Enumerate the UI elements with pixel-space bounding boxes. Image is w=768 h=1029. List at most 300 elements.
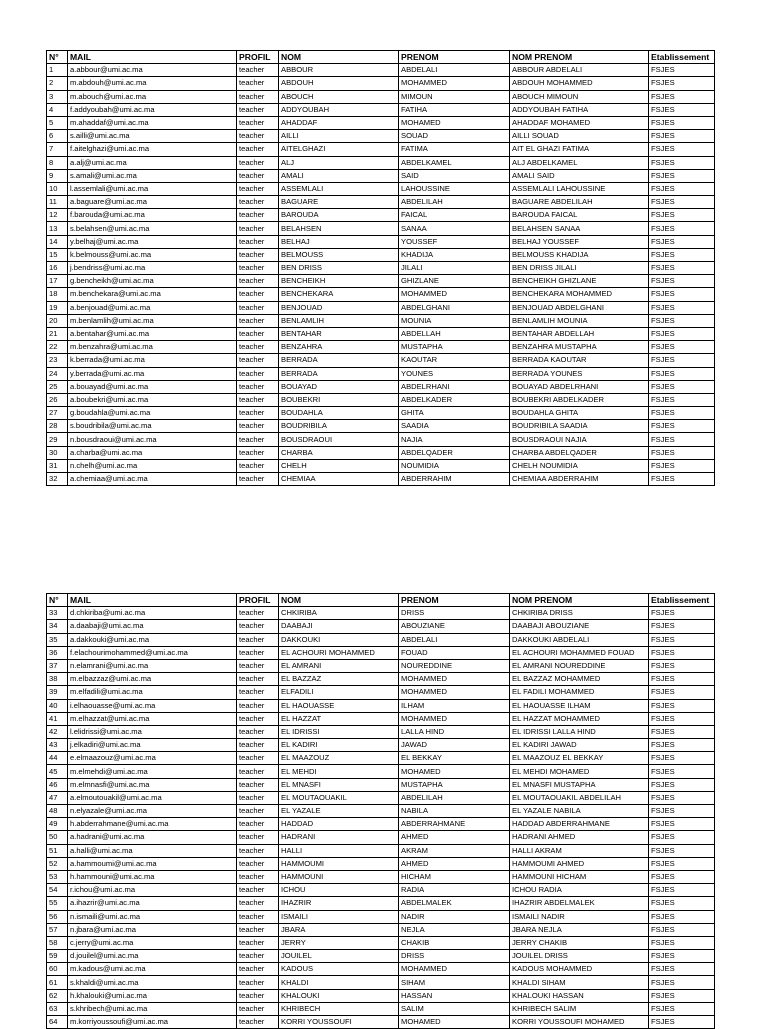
cell-etablissement: FSJES: [649, 354, 715, 367]
cell-nom-prenom: EL AMRANI NOUREDDINE: [510, 659, 649, 672]
cell-row-number: 34: [47, 620, 68, 633]
cell-nom-prenom: EL MNASFI MUSTAPHA: [510, 778, 649, 791]
cell-nom-prenom: CHARBA ABDELQADER: [510, 446, 649, 459]
cell-nom: EL KADIRI: [279, 739, 399, 752]
cell-mail: m.abouch@umi.ac.ma: [68, 90, 237, 103]
header-nom-prenom: NOM PRENOM: [510, 594, 649, 607]
cell-nom: ABDOUH: [279, 77, 399, 90]
cell-profil: teacher: [237, 262, 279, 275]
cell-row-number: 18: [47, 288, 68, 301]
cell-nom-prenom: ABOUCH MIMOUN: [510, 90, 649, 103]
cell-etablissement: FSJES: [649, 607, 715, 620]
cell-prenom: ABDELQADER: [399, 446, 510, 459]
cell-prenom: NAJIA: [399, 433, 510, 446]
cell-row-number: 58: [47, 936, 68, 949]
cell-nom-prenom: EL BAZZAZ MOHAMMED: [510, 673, 649, 686]
cell-nom-prenom: HALLI AKRAM: [510, 844, 649, 857]
cell-prenom: ABDELGHANI: [399, 301, 510, 314]
cell-nom: ABBOUR: [279, 64, 399, 77]
cell-nom: AHADDAF: [279, 116, 399, 129]
cell-row-number: 16: [47, 262, 68, 275]
cell-etablissement: FSJES: [649, 248, 715, 261]
cell-nom: BELHAJ: [279, 235, 399, 248]
cell-row-number: 10: [47, 182, 68, 195]
cell-nom-prenom: EL HAZZAT MOHAMMED: [510, 712, 649, 725]
cell-prenom: ABDELILAH: [399, 791, 510, 804]
cell-nom: CHEMIAA: [279, 473, 399, 486]
cell-profil: teacher: [237, 673, 279, 686]
cell-profil: teacher: [237, 765, 279, 778]
cell-nom: HAMMOUMI: [279, 857, 399, 870]
cell-nom: BENJOUAD: [279, 301, 399, 314]
cell-etablissement: FSJES: [649, 910, 715, 923]
cell-etablissement: FSJES: [649, 805, 715, 818]
table-row: [47, 446, 715, 459]
cell-mail: l.assemlali@umi.ac.ma: [68, 182, 237, 195]
cell-nom: EL HAZZAT: [279, 712, 399, 725]
cell-profil: teacher: [237, 354, 279, 367]
cell-prenom: ABDELKAMEL: [399, 156, 510, 169]
cell-nom: ABOUCH: [279, 90, 399, 103]
cell-nom: HADRANI: [279, 831, 399, 844]
cell-prenom: MOHAMMED: [399, 288, 510, 301]
cell-mail: s.amali@umi.ac.ma: [68, 169, 237, 182]
table-row: [47, 169, 715, 182]
cell-nom-prenom: DAKKOUKI ABDELALI: [510, 633, 649, 646]
cell-etablissement: FSJES: [649, 870, 715, 883]
cell-nom: CHKIRIBA: [279, 607, 399, 620]
cell-mail: c.jerry@umi.ac.ma: [68, 936, 237, 949]
cell-nom: ALJ: [279, 156, 399, 169]
cell-nom: BENCHEIKH: [279, 275, 399, 288]
table-row: [47, 923, 715, 936]
cell-row-number: 63: [47, 1002, 68, 1015]
cell-mail: a.alj@umi.ac.ma: [68, 156, 237, 169]
cell-row-number: 39: [47, 686, 68, 699]
table-row: [47, 936, 715, 949]
cell-nom: BOUBEKRI: [279, 393, 399, 406]
cell-profil: teacher: [237, 143, 279, 156]
cell-mail: s.boudribila@umi.ac.ma: [68, 420, 237, 433]
cell-row-number: 42: [47, 725, 68, 738]
cell-nom: JOUILEL: [279, 950, 399, 963]
cell-mail: m.elmnasfi@umi.ac.ma: [68, 778, 237, 791]
cell-prenom: NEJLA: [399, 923, 510, 936]
cell-prenom: YOUNES: [399, 367, 510, 380]
table-row: [47, 963, 715, 976]
cell-nom: BOUSDRAOUI: [279, 433, 399, 446]
cell-row-number: 43: [47, 739, 68, 752]
cell-row-number: 51: [47, 844, 68, 857]
header-profil: PROFIL: [237, 594, 279, 607]
cell-profil: teacher: [237, 169, 279, 182]
cell-etablissement: FSJES: [649, 686, 715, 699]
cell-etablissement: FSJES: [649, 659, 715, 672]
cell-nom-prenom: BENCHEIKH GHIZLANE: [510, 275, 649, 288]
cell-row-number: 4: [47, 103, 68, 116]
table-row: [47, 1002, 715, 1015]
cell-row-number: 21: [47, 327, 68, 340]
cell-profil: teacher: [237, 156, 279, 169]
cell-mail: a.dakkouki@umi.ac.ma: [68, 633, 237, 646]
cell-mail: j.elkadiri@umi.ac.ma: [68, 739, 237, 752]
cell-profil: teacher: [237, 805, 279, 818]
cell-profil: teacher: [237, 923, 279, 936]
cell-mail: y.berrada@umi.ac.ma: [68, 367, 237, 380]
table-row: [47, 262, 715, 275]
cell-nom-prenom: ABBOUR ABDELALI: [510, 64, 649, 77]
cell-etablissement: FSJES: [649, 1016, 715, 1029]
staff-table-page-1: [46, 50, 715, 486]
cell-mail: a.bouayad@umi.ac.ma: [68, 380, 237, 393]
cell-row-number: 37: [47, 659, 68, 672]
table-row: [47, 341, 715, 354]
cell-etablissement: FSJES: [649, 314, 715, 327]
cell-etablissement: FSJES: [649, 77, 715, 90]
table-row: [47, 248, 715, 261]
cell-profil: teacher: [237, 857, 279, 870]
cell-row-number: 14: [47, 235, 68, 248]
table-row: [47, 633, 715, 646]
cell-row-number: 49: [47, 818, 68, 831]
cell-nom: AILLI: [279, 130, 399, 143]
cell-profil: teacher: [237, 607, 279, 620]
cell-profil: teacher: [237, 64, 279, 77]
cell-row-number: 6: [47, 130, 68, 143]
cell-nom-prenom: ADDYOUBAH FATIHA: [510, 103, 649, 116]
cell-row-number: 31: [47, 459, 68, 472]
cell-profil: teacher: [237, 275, 279, 288]
cell-nom-prenom: BEN DRISS JILALI: [510, 262, 649, 275]
cell-profil: teacher: [237, 1016, 279, 1029]
cell-mail: a.charba@umi.ac.ma: [68, 446, 237, 459]
table-row: [47, 725, 715, 738]
cell-mail: a.chemiaa@umi.ac.ma: [68, 473, 237, 486]
cell-prenom: FATIMA: [399, 143, 510, 156]
cell-mail: m.benlamlih@umi.ac.ma: [68, 314, 237, 327]
cell-nom-prenom: ASSEMLALI LAHOUSSINE: [510, 182, 649, 195]
cell-mail: m.benzahra@umi.ac.ma: [68, 341, 237, 354]
cell-profil: teacher: [237, 446, 279, 459]
table-row: [47, 673, 715, 686]
cell-nom: BENLAMLIH: [279, 314, 399, 327]
cell-nom-prenom: HADDAD ABDERRAHMANE: [510, 818, 649, 831]
cell-etablissement: FSJES: [649, 936, 715, 949]
cell-etablissement: FSJES: [649, 196, 715, 209]
cell-mail: s.khribech@umi.ac.ma: [68, 1002, 237, 1015]
cell-mail: m.elmehdi@umi.ac.ma: [68, 765, 237, 778]
cell-mail: a.ihazrir@umi.ac.ma: [68, 897, 237, 910]
header-mail: MAIL: [68, 51, 237, 64]
cell-etablissement: FSJES: [649, 897, 715, 910]
cell-mail: n.elyazale@umi.ac.ma: [68, 805, 237, 818]
cell-mail: m.ahaddaf@umi.ac.ma: [68, 116, 237, 129]
cell-mail: d.jouilel@umi.ac.ma: [68, 950, 237, 963]
cell-nom-prenom: BERRADA YOUNES: [510, 367, 649, 380]
cell-profil: teacher: [237, 367, 279, 380]
cell-row-number: 28: [47, 420, 68, 433]
cell-nom: BELAHSEN: [279, 222, 399, 235]
cell-nom: EL HAOUASSE: [279, 699, 399, 712]
cell-mail: m.kadous@umi.ac.ma: [68, 963, 237, 976]
cell-row-number: 30: [47, 446, 68, 459]
cell-row-number: 15: [47, 248, 68, 261]
cell-row-number: 25: [47, 380, 68, 393]
cell-row-number: 40: [47, 699, 68, 712]
cell-prenom: ABDELKADER: [399, 393, 510, 406]
cell-etablissement: FSJES: [649, 620, 715, 633]
cell-nom-prenom: ICHOU RADIA: [510, 884, 649, 897]
cell-profil: teacher: [237, 752, 279, 765]
cell-nom: AITELGHAZI: [279, 143, 399, 156]
table-row: [47, 433, 715, 446]
cell-nom: BEN DRISS: [279, 262, 399, 275]
cell-nom: BERRADA: [279, 354, 399, 367]
cell-profil: teacher: [237, 314, 279, 327]
cell-prenom: FAICAL: [399, 209, 510, 222]
table-row: [47, 884, 715, 897]
cell-etablissement: FSJES: [649, 884, 715, 897]
cell-mail: m.elbazzaz@umi.ac.ma: [68, 673, 237, 686]
cell-etablissement: FSJES: [649, 222, 715, 235]
cell-etablissement: FSJES: [649, 116, 715, 129]
cell-nom: JBARA: [279, 923, 399, 936]
cell-profil: teacher: [237, 686, 279, 699]
cell-nom-prenom: EL KADIRI JAWAD: [510, 739, 649, 752]
cell-mail: f.elachourimohammed@umi.ac.ma: [68, 646, 237, 659]
cell-nom: HALLI: [279, 844, 399, 857]
cell-row-number: 44: [47, 752, 68, 765]
cell-etablissement: FSJES: [649, 673, 715, 686]
cell-nom-prenom: AMALI SAID: [510, 169, 649, 182]
cell-nom-prenom: BENLAMLIH MOUNIA: [510, 314, 649, 327]
cell-etablissement: FSJES: [649, 1002, 715, 1015]
cell-row-number: 54: [47, 884, 68, 897]
table-row: [47, 712, 715, 725]
cell-row-number: 5: [47, 116, 68, 129]
cell-nom: HADDAD: [279, 818, 399, 831]
cell-etablissement: FSJES: [649, 143, 715, 156]
cell-nom-prenom: BAGUARE ABDELILAH: [510, 196, 649, 209]
table-row: [47, 989, 715, 1002]
cell-mail: f.barouda@umi.ac.ma: [68, 209, 237, 222]
cell-nom: HAMMOUNI: [279, 870, 399, 883]
cell-nom-prenom: JOUILEL DRISS: [510, 950, 649, 963]
table-row: [47, 407, 715, 420]
cell-profil: teacher: [237, 90, 279, 103]
cell-profil: teacher: [237, 659, 279, 672]
cell-prenom: DRISS: [399, 607, 510, 620]
cell-profil: teacher: [237, 897, 279, 910]
cell-etablissement: FSJES: [649, 752, 715, 765]
cell-prenom: EL BEKKAY: [399, 752, 510, 765]
cell-mail: j.bendriss@umi.ac.ma: [68, 262, 237, 275]
cell-nom: ICHOU: [279, 884, 399, 897]
cell-mail: n.bousdraoui@umi.ac.ma: [68, 433, 237, 446]
cell-nom-prenom: CHEMIAA ABDERRAHIM: [510, 473, 649, 486]
cell-mail: m.abdouh@umi.ac.ma: [68, 77, 237, 90]
table-row: [47, 222, 715, 235]
cell-row-number: 35: [47, 633, 68, 646]
cell-nom: BAROUDA: [279, 209, 399, 222]
cell-mail: n.chelh@umi.ac.ma: [68, 459, 237, 472]
cell-mail: a.hadrani@umi.ac.ma: [68, 831, 237, 844]
cell-etablissement: FSJES: [649, 976, 715, 989]
cell-prenom: FATIHA: [399, 103, 510, 116]
cell-profil: teacher: [237, 739, 279, 752]
cell-profil: teacher: [237, 420, 279, 433]
table-header-row: [47, 51, 715, 64]
cell-nom: ASSEMLALI: [279, 182, 399, 195]
cell-etablissement: FSJES: [649, 288, 715, 301]
table-row: [47, 686, 715, 699]
cell-profil: teacher: [237, 393, 279, 406]
cell-profil: teacher: [237, 130, 279, 143]
cell-nom-prenom: BAROUDA FAICAL: [510, 209, 649, 222]
cell-row-number: 53: [47, 870, 68, 883]
cell-prenom: AHMED: [399, 831, 510, 844]
cell-prenom: ABDELMALEK: [399, 897, 510, 910]
cell-etablissement: FSJES: [649, 473, 715, 486]
cell-nom-prenom: AILLI SOUAD: [510, 130, 649, 143]
cell-mail: m.elhazzat@umi.ac.ma: [68, 712, 237, 725]
cell-nom-prenom: BENJOUAD ABDELGHANI: [510, 301, 649, 314]
cell-row-number: 55: [47, 897, 68, 910]
cell-row-number: 20: [47, 314, 68, 327]
cell-profil: teacher: [237, 831, 279, 844]
cell-row-number: 64: [47, 1016, 68, 1029]
cell-nom-prenom: AHADDAF MOHAMED: [510, 116, 649, 129]
cell-prenom: SIHAM: [399, 976, 510, 989]
table-row: [47, 367, 715, 380]
header-etablissement: Etablissement: [649, 51, 715, 64]
cell-mail: m.elfadili@umi.ac.ma: [68, 686, 237, 699]
table-row: [47, 897, 715, 910]
cell-row-number: 12: [47, 209, 68, 222]
cell-nom: CHARBA: [279, 446, 399, 459]
cell-nom: DAKKOUKI: [279, 633, 399, 646]
cell-profil: teacher: [237, 976, 279, 989]
cell-row-number: 61: [47, 976, 68, 989]
cell-prenom: LALLA HIND: [399, 725, 510, 738]
cell-nom: BOUAYAD: [279, 380, 399, 393]
table-row: [47, 130, 715, 143]
cell-etablissement: FSJES: [649, 341, 715, 354]
cell-row-number: 24: [47, 367, 68, 380]
cell-mail: d.chkiriba@umi.ac.ma: [68, 607, 237, 620]
table-row: [47, 77, 715, 90]
cell-prenom: NABILA: [399, 805, 510, 818]
table-header-row: [47, 594, 715, 607]
cell-mail: e.elmaazouz@umi.ac.ma: [68, 752, 237, 765]
cell-mail: i.elhaouasse@umi.ac.ma: [68, 699, 237, 712]
table-row: [47, 831, 715, 844]
table-row: [47, 620, 715, 633]
cell-etablissement: FSJES: [649, 633, 715, 646]
cell-row-number: 7: [47, 143, 68, 156]
cell-prenom: NOUMIDIA: [399, 459, 510, 472]
cell-nom-prenom: BELAHSEN SANAA: [510, 222, 649, 235]
table-row: [47, 870, 715, 883]
cell-row-number: 11: [47, 196, 68, 209]
table-row: [47, 393, 715, 406]
cell-etablissement: FSJES: [649, 420, 715, 433]
cell-profil: teacher: [237, 844, 279, 857]
cell-row-number: 57: [47, 923, 68, 936]
table-row: [47, 739, 715, 752]
cell-mail: f.addyoubah@umi.ac.ma: [68, 103, 237, 116]
cell-nom-prenom: ALJ ABDELKAMEL: [510, 156, 649, 169]
cell-prenom: GHITA: [399, 407, 510, 420]
cell-row-number: 48: [47, 805, 68, 818]
cell-mail: f.aitelghazi@umi.ac.ma: [68, 143, 237, 156]
cell-etablissement: FSJES: [649, 235, 715, 248]
cell-mail: h.abderrahmane@umi.ac.ma: [68, 818, 237, 831]
cell-nom-prenom: ISMAILI NADIR: [510, 910, 649, 923]
cell-nom: EL MOUTAOUAKIL: [279, 791, 399, 804]
cell-nom-prenom: JERRY CHAKIB: [510, 936, 649, 949]
cell-etablissement: FSJES: [649, 857, 715, 870]
cell-row-number: 60: [47, 963, 68, 976]
table-row: [47, 607, 715, 620]
cell-prenom: MOHAMED: [399, 116, 510, 129]
table-row: [47, 196, 715, 209]
cell-row-number: 47: [47, 791, 68, 804]
cell-row-number: 33: [47, 607, 68, 620]
cell-row-number: 41: [47, 712, 68, 725]
cell-mail: y.belhaj@umi.ac.ma: [68, 235, 237, 248]
cell-mail: r.ichou@umi.ac.ma: [68, 884, 237, 897]
cell-row-number: 32: [47, 473, 68, 486]
table-row: [47, 420, 715, 433]
table-row: [47, 209, 715, 222]
cell-etablissement: FSJES: [649, 712, 715, 725]
cell-nom-prenom: ABDOUH MOHAMMED: [510, 77, 649, 90]
cell-nom-prenom: IHAZRIR ABDELMALEK: [510, 897, 649, 910]
cell-profil: teacher: [237, 433, 279, 446]
table-row: [47, 791, 715, 804]
cell-mail: h.khalouki@umi.ac.ma: [68, 989, 237, 1002]
header-prenom: PRENOM: [399, 51, 510, 64]
cell-prenom: MOHAMMED: [399, 712, 510, 725]
cell-nom-prenom: EL ACHOURI MOHAMMED FOUAD: [510, 646, 649, 659]
cell-row-number: 62: [47, 989, 68, 1002]
cell-mail: s.khaldi@umi.ac.ma: [68, 976, 237, 989]
cell-nom: EL AMRANI: [279, 659, 399, 672]
cell-etablissement: FSJES: [649, 407, 715, 420]
cell-profil: teacher: [237, 407, 279, 420]
cell-mail: k.belmouss@umi.ac.ma: [68, 248, 237, 261]
cell-profil: teacher: [237, 235, 279, 248]
cell-row-number: 22: [47, 341, 68, 354]
cell-nom-prenom: BENCHEKARA MOHAMMED: [510, 288, 649, 301]
cell-etablissement: FSJES: [649, 182, 715, 195]
cell-mail: n.ismaili@umi.ac.ma: [68, 910, 237, 923]
cell-row-number: 9: [47, 169, 68, 182]
cell-profil: teacher: [237, 341, 279, 354]
cell-prenom: MOUNIA: [399, 314, 510, 327]
cell-nom: KORRI YOUSSOUFI: [279, 1016, 399, 1029]
cell-prenom: SANAA: [399, 222, 510, 235]
cell-profil: teacher: [237, 699, 279, 712]
cell-prenom: RADIA: [399, 884, 510, 897]
table-row: [47, 910, 715, 923]
cell-row-number: 36: [47, 646, 68, 659]
cell-mail: a.halli@umi.ac.ma: [68, 844, 237, 857]
cell-prenom: MOHAMMED: [399, 673, 510, 686]
cell-nom: KADOUS: [279, 963, 399, 976]
cell-mail: s.ailli@umi.ac.ma: [68, 130, 237, 143]
